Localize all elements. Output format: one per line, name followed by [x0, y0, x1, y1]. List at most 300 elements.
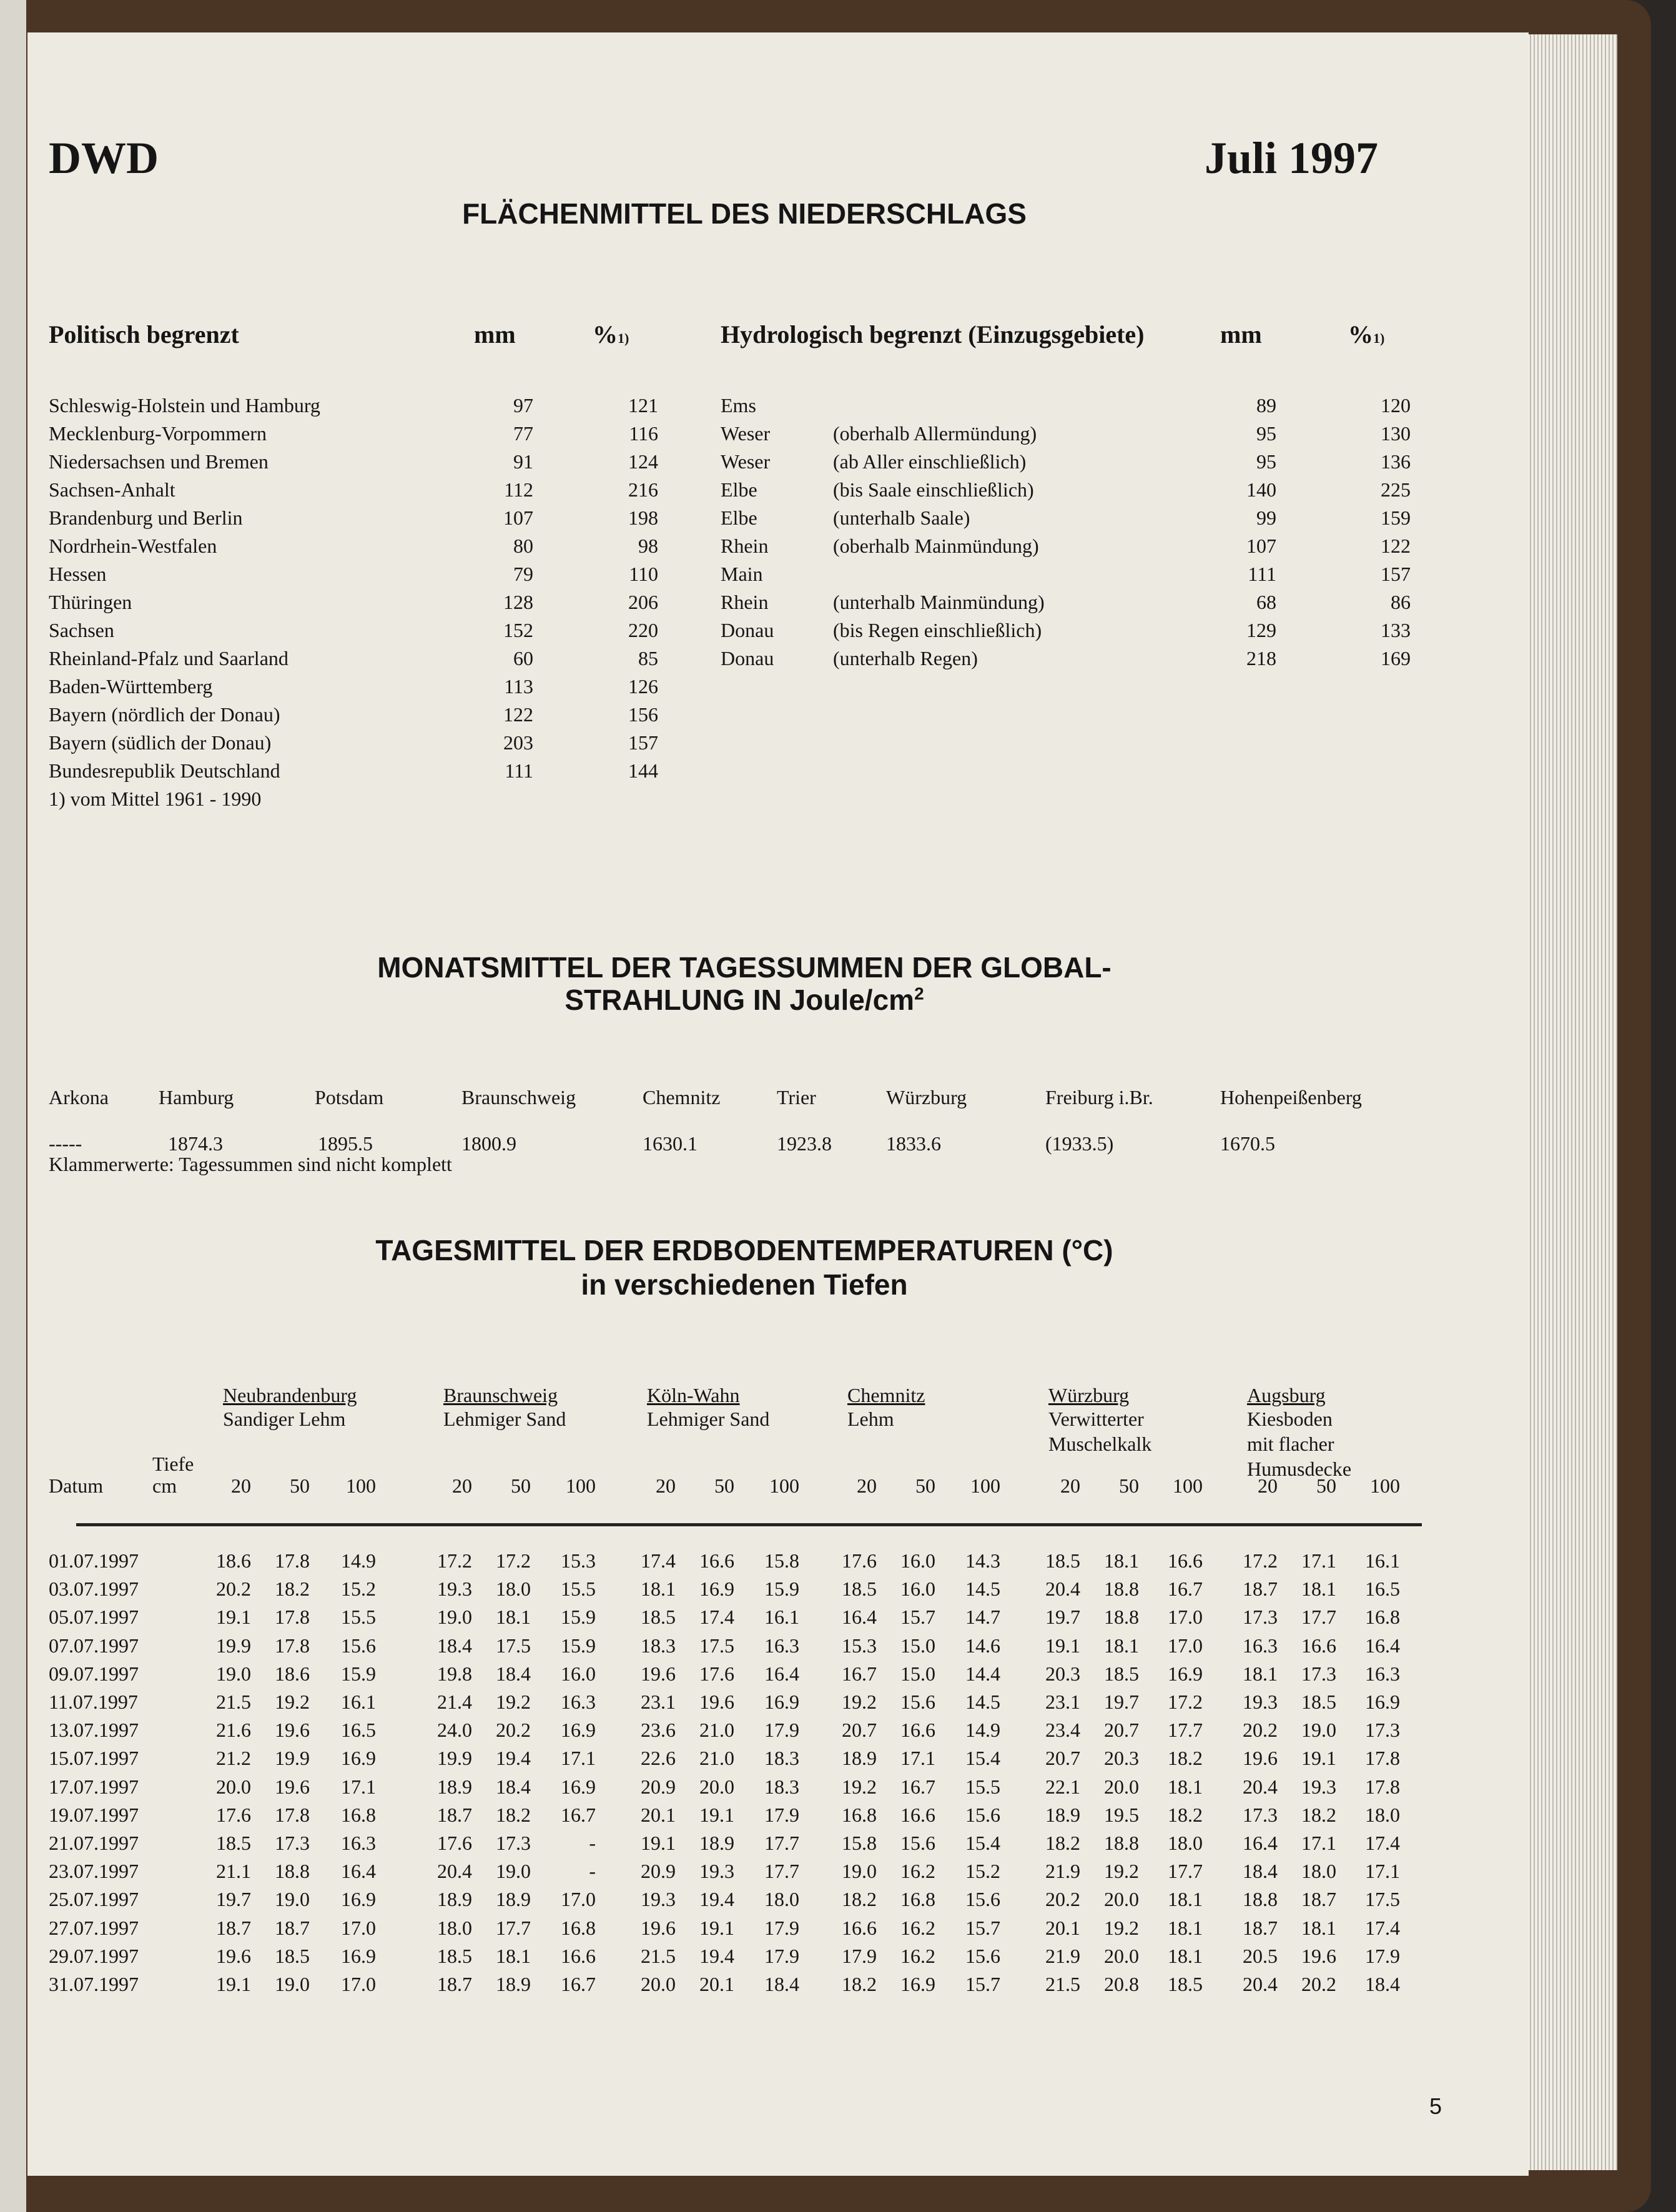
- soil-temp-value: 18.4: [1243, 1860, 1278, 1883]
- soil-row-date: 17.07.1997: [49, 1775, 139, 1798]
- political-mm-value: 97: [513, 394, 533, 417]
- soil-temp-value: 15.2: [341, 1578, 376, 1601]
- depth-label: 100: [346, 1474, 376, 1497]
- soil-temp-value: 17.5: [1365, 1888, 1400, 1911]
- soil-temp-value: 14.4: [965, 1662, 1000, 1685]
- soil-temp-value: 16.3: [1243, 1634, 1278, 1657]
- soil-temp-value: 18.1: [1104, 1634, 1139, 1657]
- soil-temp-value: 17.6: [699, 1662, 734, 1685]
- soil-temp-value: 16.2: [900, 1860, 935, 1883]
- hydro-river-detail: (bis Saale einschließlich): [833, 478, 1034, 501]
- soil-temp-value: 15.0: [900, 1634, 935, 1657]
- soil-station-name: Köln-Wahn: [647, 1384, 740, 1406]
- soil-temp-value: 24.0: [437, 1719, 472, 1742]
- political-pct-value: 216: [628, 478, 658, 501]
- soil-temp-value: 14.3: [965, 1549, 1000, 1572]
- soil-temp-value: 19.1: [699, 1803, 734, 1826]
- soil-temp-value: 16.3: [561, 1691, 596, 1713]
- soil-temp-value: 20.4: [1045, 1578, 1080, 1601]
- soil-temp-value: 17.7: [764, 1860, 799, 1883]
- soil-temp-value: 15.6: [900, 1691, 935, 1713]
- soil-temp-value: 17.8: [275, 1803, 310, 1826]
- soil-temp-value: 16.0: [900, 1549, 935, 1572]
- soil-temp-value: 18.1: [496, 1944, 531, 1967]
- soil-temp-value: 18.3: [764, 1747, 799, 1770]
- soil-temp-value: 20.0: [641, 1973, 676, 1995]
- soil-temp-value: 18.9: [437, 1775, 472, 1798]
- political-pct-value: 124: [628, 450, 658, 473]
- soil-temp-value: 19.0: [216, 1662, 251, 1685]
- soil-temp-value: 19.1: [1045, 1634, 1080, 1657]
- depth-label: 20: [857, 1474, 877, 1497]
- precipitation-title: FLÄCHENMITTEL DES NIEDERSCHLAGS: [462, 197, 1027, 230]
- soil-temp-value: 20.4: [1243, 1775, 1278, 1798]
- hydro-river-name: Ems: [721, 394, 756, 417]
- soil-temp-value: 17.0: [341, 1916, 376, 1939]
- soil-title-line1: TAGESMITTEL DER ERDBODENTEMPERATUREN (°C): [375, 1234, 1113, 1266]
- soil-type-line: Humusdecke: [1247, 1458, 1352, 1480]
- political-mm-value: 128: [503, 591, 533, 613]
- soil-temp-value: 18.4: [764, 1973, 799, 1995]
- soil-temp-value: 17.2: [496, 1549, 531, 1572]
- soil-type-line: Verwitterter: [1048, 1408, 1144, 1430]
- soil-temp-value: 17.9: [1365, 1944, 1400, 1967]
- soil-temp-value: 15.5: [341, 1606, 376, 1629]
- soil-temp-value: 18.9: [496, 1973, 531, 1995]
- soil-temp-value: 15.7: [900, 1606, 935, 1629]
- soil-temp-value: 15.9: [561, 1606, 596, 1629]
- soil-temp-value: 16.4: [341, 1860, 376, 1883]
- soil-temp-value: 16.9: [764, 1691, 799, 1713]
- soil-temp-value: 17.9: [764, 1916, 799, 1939]
- political-pct-value: 126: [628, 675, 658, 698]
- hydro-pct-value: 136: [1381, 450, 1411, 473]
- soil-temp-value: 17.8: [1365, 1747, 1400, 1770]
- hydro-pct-value: 86: [1391, 591, 1411, 613]
- soil-temp-value: 17.3: [496, 1832, 531, 1854]
- soil-temp-value: 18.5: [842, 1578, 877, 1601]
- political-region-name: Rheinland-Pfalz und Saarland: [49, 647, 288, 669]
- soil-temp-value: 18.0: [1168, 1832, 1203, 1854]
- soil-temp-value: 20.0: [1104, 1888, 1139, 1911]
- radiation-station-value: 1800.9: [461, 1132, 516, 1155]
- soil-temp-value: 16.9: [1168, 1662, 1203, 1685]
- hydro-river-detail: (ab Aller einschließlich): [833, 450, 1027, 473]
- radiation-station-value: (1933.5): [1045, 1132, 1114, 1155]
- soil-temp-value: 21.5: [216, 1691, 251, 1713]
- political-region-name: Baden-Württemberg: [49, 675, 213, 698]
- soil-temp-value: 21.1: [216, 1860, 251, 1883]
- soil-temp-value: 21.0: [699, 1747, 734, 1770]
- soil-temp-value: 18.5: [1104, 1662, 1139, 1685]
- soil-row-date: 05.07.1997: [49, 1606, 139, 1629]
- hydro-river-name: Weser: [721, 422, 771, 445]
- soil-temp-value: 19.2: [1104, 1916, 1139, 1939]
- political-mm-value: 113: [504, 675, 533, 698]
- soil-temp-value: 19.6: [216, 1944, 251, 1967]
- soil-temp-value: 16.4: [1365, 1634, 1400, 1657]
- soil-temp-value: 16.8: [900, 1888, 935, 1911]
- soil-temp-value: 16.8: [842, 1803, 877, 1826]
- soil-temp-value: 21.0: [699, 1719, 734, 1742]
- cm-label: cm: [152, 1474, 177, 1497]
- hydro-river-detail: (unterhalb Mainmündung): [833, 591, 1045, 613]
- depth-label: 100: [1173, 1474, 1203, 1497]
- soil-temp-value: 20.2: [1045, 1888, 1080, 1911]
- soil-temp-value: 15.4: [965, 1747, 1000, 1770]
- hydro-mm-value: 68: [1256, 591, 1276, 613]
- hydro-river-name: Donau: [721, 619, 774, 641]
- radiation-station-name: Trier: [777, 1086, 816, 1108]
- soil-temp-value: 16.6: [900, 1803, 935, 1826]
- hydro-river-detail: (oberhalb Allermündung): [833, 422, 1037, 445]
- soil-temp-value: 22.1: [1045, 1775, 1080, 1798]
- political-region-name: Bundesrepublik Deutschland: [49, 759, 280, 782]
- soil-temp-value: 17.4: [699, 1606, 734, 1629]
- radiation-station-value: 1874.3: [168, 1132, 223, 1155]
- soil-temp-value: 18.1: [641, 1578, 676, 1601]
- soil-temp-value: 14.7: [965, 1606, 1000, 1629]
- soil-temp-value: 16.1: [764, 1606, 799, 1629]
- soil-temp-value: 18.2: [496, 1803, 531, 1826]
- soil-temp-value: 20.9: [641, 1775, 676, 1798]
- radiation-station-value: 1923.8: [777, 1132, 832, 1155]
- soil-temp-value: 20.3: [1104, 1747, 1139, 1770]
- soil-row-date: 03.07.1997: [49, 1578, 139, 1601]
- header-right: Juli 1997: [1205, 133, 1379, 183]
- soil-temp-value: 17.1: [900, 1747, 935, 1770]
- political-mm-value: 203: [503, 731, 533, 754]
- soil-temp-value: 17.4: [1365, 1916, 1400, 1939]
- soil-temp-value: 17.2: [1243, 1549, 1278, 1572]
- soil-temp-value: 19.7: [1045, 1606, 1080, 1629]
- soil-temp-value: 19.3: [1243, 1691, 1278, 1713]
- soil-temp-value: 17.4: [641, 1549, 676, 1572]
- soil-temp-value: 20.0: [1104, 1944, 1139, 1967]
- soil-temp-value: 18.9: [842, 1747, 877, 1770]
- soil-temp-value: 17.1: [1365, 1860, 1400, 1883]
- soil-type-line: Lehmiger Sand: [443, 1408, 566, 1430]
- soil-row-date: 13.07.1997: [49, 1719, 139, 1742]
- depth-label: 50: [511, 1474, 531, 1497]
- soil-type-line: Muschelkalk: [1048, 1433, 1152, 1455]
- soil-temp-value: 20.7: [842, 1719, 877, 1742]
- soil-temp-value: 19.1: [1301, 1747, 1336, 1770]
- soil-temp-value: 16.9: [900, 1973, 935, 1995]
- soil-temp-value: 16.9: [561, 1719, 596, 1742]
- soil-temp-value: 18.0: [496, 1578, 531, 1601]
- soil-temp-value: -: [589, 1860, 596, 1883]
- soil-temp-value: 23.1: [1045, 1691, 1080, 1713]
- soil-temp-value: 16.5: [1365, 1578, 1400, 1601]
- soil-temp-value: 20.8: [1104, 1973, 1139, 1995]
- political-mm-value: 77: [513, 422, 533, 445]
- soil-temp-value: 17.2: [437, 1549, 472, 1572]
- soil-temp-value: 19.1: [641, 1832, 676, 1854]
- soil-temp-value: 19.6: [1243, 1747, 1278, 1770]
- soil-temp-value: 18.4: [1365, 1973, 1400, 1995]
- soil-temp-value: 19.6: [1301, 1944, 1336, 1967]
- radiation-station-name: Würzburg: [886, 1086, 967, 1108]
- soil-temp-value: 20.4: [437, 1860, 472, 1883]
- soil-type-line: mit flacher: [1247, 1433, 1334, 1455]
- radiation-station-name: Chemnitz: [643, 1086, 721, 1108]
- hydro-pct-value: 122: [1381, 535, 1411, 557]
- hydro-river-name: Weser: [721, 450, 771, 473]
- hydro-pct-value: 120: [1381, 394, 1411, 417]
- soil-temp-value: 18.1: [1168, 1916, 1203, 1939]
- soil-temp-value: 19.1: [216, 1973, 251, 1995]
- soil-temp-value: 19.7: [1104, 1691, 1139, 1713]
- political-pct-value: 198: [628, 506, 658, 529]
- political-mm-value: 122: [503, 703, 533, 726]
- depth-label: 50: [915, 1474, 935, 1497]
- radiation-title-line2: STRAHLUNG IN Joule/$cm^2$: [564, 984, 924, 1016]
- soil-temp-value: 19.1: [699, 1916, 734, 1939]
- soil-temp-value: 18.5: [216, 1832, 251, 1854]
- radiation-station-name: Braunschweig: [461, 1086, 576, 1108]
- depth-label: 100: [566, 1474, 596, 1497]
- soil-station-name: Augsburg: [1247, 1384, 1326, 1406]
- soil-station-name: Neubrandenburg: [223, 1384, 357, 1406]
- soil-temp-value: 18.7: [1301, 1888, 1336, 1911]
- tiefe-label: Tiefe: [152, 1453, 194, 1475]
- soil-temp-value: 20.7: [1104, 1719, 1139, 1742]
- soil-temp-value: 20.7: [1045, 1747, 1080, 1770]
- soil-temp-value: 19.7: [216, 1888, 251, 1911]
- soil-temp-value: 15.6: [965, 1944, 1000, 1967]
- political-heading: Politisch begrenzt: [49, 320, 239, 348]
- soil-temp-value: 16.7: [1168, 1578, 1203, 1601]
- soil-temp-value: 19.2: [275, 1691, 310, 1713]
- soil-temp-value: 17.6: [216, 1803, 251, 1826]
- political-region-name: Niedersachsen und Bremen: [49, 450, 269, 473]
- soil-temp-value: 20.0: [216, 1775, 251, 1798]
- soil-temp-value: 17.3: [275, 1832, 310, 1854]
- soil-temp-value: 20.5: [1243, 1944, 1278, 1967]
- soil-temp-value: 16.6: [842, 1916, 877, 1939]
- soil-temp-value: 18.1: [1168, 1775, 1203, 1798]
- soil-temp-value: 18.2: [1301, 1803, 1336, 1826]
- soil-temp-value: 17.7: [1301, 1606, 1336, 1629]
- soil-temp-value: 18.9: [1045, 1803, 1080, 1826]
- depth-label: 100: [769, 1474, 799, 1497]
- hydro-river-name: Main: [721, 563, 763, 585]
- soil-temp-value: 19.3: [1301, 1775, 1336, 1798]
- soil-temp-value: 17.8: [275, 1549, 310, 1572]
- political-pct-value: 85: [638, 647, 658, 669]
- soil-temp-value: 16.9: [561, 1775, 596, 1798]
- soil-temp-value: 18.7: [1243, 1916, 1278, 1939]
- political-pct-value: 121: [628, 394, 658, 417]
- soil-temp-value: 17.0: [1168, 1606, 1203, 1629]
- soil-temp-value: 18.5: [275, 1944, 310, 1967]
- soil-temp-value: 16.3: [341, 1832, 376, 1854]
- hydro-river-detail: (unterhalb Regen): [833, 647, 978, 669]
- soil-temp-value: 16.7: [900, 1775, 935, 1798]
- soil-temp-value: 19.6: [275, 1775, 310, 1798]
- hydro-mm-value: 107: [1246, 535, 1276, 557]
- hydro-mm-value: 99: [1256, 506, 1276, 529]
- document-page: [27, 32, 1529, 2176]
- hydro-mm-value: 95: [1256, 422, 1276, 445]
- soil-temp-value: 18.1: [1301, 1916, 1336, 1939]
- soil-station-name: Chemnitz: [847, 1384, 925, 1406]
- soil-temp-value: 19.2: [842, 1775, 877, 1798]
- soil-temp-value: 17.9: [764, 1803, 799, 1826]
- soil-temp-value: 16.8: [341, 1803, 376, 1826]
- soil-title-line2: in verschiedenen Tiefen: [581, 1268, 908, 1301]
- soil-temp-value: 17.7: [496, 1916, 531, 1939]
- hydro-pct-value: 157: [1381, 563, 1411, 585]
- soil-temp-value: 21.9: [1045, 1860, 1080, 1883]
- soil-row-date: 11.07.1997: [49, 1691, 138, 1713]
- soil-temp-value: -: [589, 1832, 596, 1854]
- radiation-station-value: 1895.5: [318, 1132, 373, 1155]
- soil-temp-value: 15.6: [900, 1832, 935, 1854]
- political-pct-value: 144: [628, 759, 658, 782]
- political-region-name: Sachsen-Anhalt: [49, 478, 175, 501]
- hydro-river-name: Rhein: [721, 535, 769, 557]
- hydro-river-name: Donau: [721, 647, 774, 669]
- soil-temp-value: 20.2: [1243, 1719, 1278, 1742]
- soil-temp-value: 14.9: [965, 1719, 1000, 1742]
- soil-temp-value: 17.7: [1168, 1719, 1203, 1742]
- soil-temp-value: 18.9: [699, 1832, 734, 1854]
- soil-temp-value: 18.7: [1243, 1578, 1278, 1601]
- depth-label: 20: [1060, 1474, 1080, 1497]
- soil-temp-value: 15.5: [561, 1578, 596, 1601]
- hydro-pct-header: %1): [1348, 320, 1385, 348]
- soil-temp-value: 19.3: [699, 1860, 734, 1883]
- political-mm-value: 79: [513, 563, 533, 585]
- political-region-name: Brandenburg und Berlin: [49, 506, 243, 529]
- political-mm-value: 80: [513, 535, 533, 557]
- radiation-station-name: Arkona: [49, 1086, 109, 1108]
- soil-temp-value: 19.0: [1301, 1719, 1336, 1742]
- soil-temp-value: 19.9: [437, 1747, 472, 1770]
- soil-row-date: 23.07.1997: [49, 1860, 139, 1883]
- soil-temp-value: 21.9: [1045, 1944, 1080, 1967]
- hydro-mm-value: 95: [1256, 450, 1276, 473]
- soil-temp-value: 19.4: [699, 1944, 734, 1967]
- soil-temp-value: 16.8: [1365, 1606, 1400, 1629]
- soil-temp-value: 17.3: [1365, 1719, 1400, 1742]
- soil-temp-value: 20.1: [1045, 1916, 1080, 1939]
- soil-temp-value: 18.1: [496, 1606, 531, 1629]
- soil-temp-value: 17.8: [275, 1606, 310, 1629]
- soil-temp-value: 17.1: [341, 1775, 376, 1798]
- hydro-pct-value: 133: [1381, 619, 1411, 641]
- soil-temp-value: 19.0: [275, 1973, 310, 1995]
- soil-temp-value: 15.5: [965, 1775, 1000, 1798]
- soil-temp-value: 17.5: [699, 1634, 734, 1657]
- page-edges: [1524, 34, 1617, 2170]
- political-mm-value: 91: [513, 450, 533, 473]
- soil-temp-value: 17.3: [1243, 1803, 1278, 1826]
- soil-row-date: 15.07.1997: [49, 1747, 139, 1770]
- soil-temp-value: 18.0: [1301, 1860, 1336, 1883]
- political-region-name: Thüringen: [49, 591, 132, 613]
- soil-temp-value: 19.0: [275, 1888, 310, 1911]
- soil-temp-value: 18.1: [1104, 1549, 1139, 1572]
- soil-temp-value: 19.9: [275, 1747, 310, 1770]
- soil-temp-value: 17.0: [341, 1973, 376, 1995]
- soil-temp-value: 16.7: [842, 1662, 877, 1685]
- depth-label: 50: [1119, 1474, 1139, 1497]
- soil-temp-value: 18.1: [1243, 1662, 1278, 1685]
- soil-temp-value: 18.2: [1168, 1747, 1203, 1770]
- soil-temp-value: 15.6: [341, 1634, 376, 1657]
- soil-temp-value: 19.4: [496, 1747, 531, 1770]
- hydro-river-detail: (unterhalb Saale): [833, 506, 970, 529]
- political-region-name: Sachsen: [49, 619, 114, 641]
- soil-temp-value: 15.7: [965, 1973, 1000, 1995]
- soil-temp-value: 20.2: [496, 1719, 531, 1742]
- soil-temp-value: 17.9: [764, 1719, 799, 1742]
- soil-temp-value: 16.4: [764, 1662, 799, 1685]
- radiation-station-value: 1833.6: [886, 1132, 941, 1155]
- soil-temp-value: 17.0: [1168, 1634, 1203, 1657]
- political-pct-value: 220: [628, 619, 658, 641]
- soil-temp-value: 16.9: [341, 1888, 376, 1911]
- soil-temp-value: 18.7: [437, 1973, 472, 1995]
- soil-temp-value: 19.0: [496, 1860, 531, 1883]
- soil-temp-value: 17.2: [1168, 1691, 1203, 1713]
- soil-temp-value: 18.7: [437, 1803, 472, 1826]
- soil-temp-value: 19.1: [216, 1606, 251, 1629]
- soil-temp-value: 20.2: [216, 1578, 251, 1601]
- soil-row-date: 21.07.1997: [49, 1832, 139, 1854]
- hydro-heading: Hydrologisch begrenzt (Einzugsgebiete): [721, 320, 1145, 348]
- soil-temp-value: 18.5: [641, 1606, 676, 1629]
- hydro-pct-value: 130: [1381, 422, 1411, 445]
- soil-temp-value: 15.9: [764, 1578, 799, 1601]
- political-pct-header: %1): [593, 320, 629, 348]
- soil-temp-value: 19.8: [437, 1662, 472, 1685]
- soil-row-date: 31.07.1997: [49, 1973, 139, 1995]
- soil-station-name: Braunschweig: [443, 1384, 558, 1406]
- soil-temp-value: 17.1: [1301, 1832, 1336, 1854]
- soil-temp-value: 17.6: [437, 1832, 472, 1854]
- soil-temp-value: 16.5: [341, 1719, 376, 1742]
- soil-temp-value: 16.1: [1365, 1549, 1400, 1572]
- soil-temp-value: 20.1: [699, 1973, 734, 1995]
- soil-temp-value: 16.0: [900, 1578, 935, 1601]
- soil-temp-value: 21.5: [1045, 1973, 1080, 1995]
- soil-temp-value: 18.1: [1168, 1944, 1203, 1967]
- soil-temp-value: 15.0: [900, 1662, 935, 1685]
- depth-label: 100: [1370, 1474, 1400, 1497]
- soil-temp-value: 16.2: [900, 1944, 935, 1967]
- soil-temp-value: 17.8: [1365, 1775, 1400, 1798]
- political-pct-value: 156: [628, 703, 658, 726]
- soil-temp-value: 17.1: [1301, 1549, 1336, 1572]
- soil-temp-value: 19.3: [641, 1888, 676, 1911]
- soil-temp-value: 23.6: [641, 1719, 676, 1742]
- soil-temp-value: 18.1: [1168, 1888, 1203, 1911]
- political-pct-value: 157: [628, 731, 658, 754]
- soil-temp-value: 16.4: [842, 1606, 877, 1629]
- soil-temp-value: 18.8: [1104, 1606, 1139, 1629]
- soil-row-date: 19.07.1997: [49, 1803, 139, 1826]
- radiation-station-name: Hamburg: [159, 1086, 234, 1108]
- soil-temp-value: 18.6: [275, 1662, 310, 1685]
- soil-temp-value: 16.3: [764, 1634, 799, 1657]
- hydro-mm-value: 218: [1246, 647, 1276, 669]
- soil-temp-value: 16.2: [900, 1916, 935, 1939]
- soil-temp-value: 18.0: [764, 1888, 799, 1911]
